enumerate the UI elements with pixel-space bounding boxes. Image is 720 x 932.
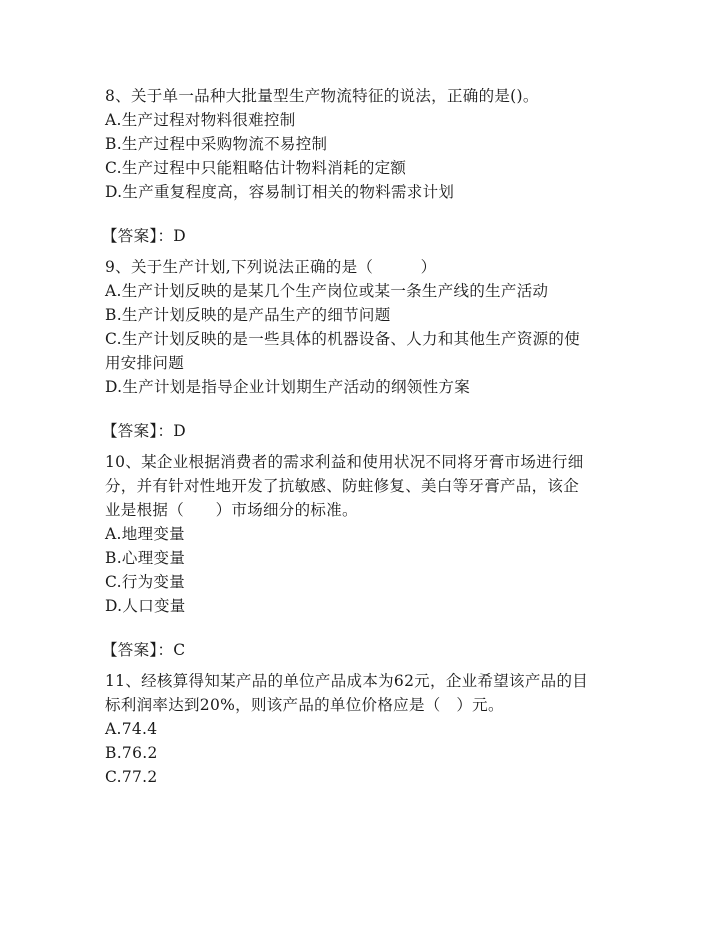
option-b: B.76.2 <box>105 744 158 762</box>
question-10 <box>102 450 625 662</box>
question-9 <box>102 255 625 443</box>
option-a: A.生产计划反映的是某几个生产岗位或某一条生产线的生产活动 <box>105 282 549 300</box>
option-c: C.77.2 <box>105 768 158 786</box>
question-stem: 标利润率达到20%，则该产品的单位价格应是（ ）元。 <box>105 696 504 714</box>
option-c-continued: 用安排问题 <box>105 354 185 372</box>
option-c: C.行为变量 <box>105 573 186 591</box>
answer-label: 【答案】：D <box>102 227 186 245</box>
option-d: D.生产重复程度高，容易制订相关的物料需求计划 <box>105 183 455 201</box>
option-d: D.人口变量 <box>105 597 186 615</box>
question-stem: 业是根据（ ）市场细分的标准。 <box>105 501 358 519</box>
question-11 <box>105 669 625 789</box>
question-8 <box>102 84 625 248</box>
answer-label: 【答案】：C <box>102 641 186 659</box>
option-d: D.生产计划是指导企业计划期生产活动的纲领性方案 <box>105 378 471 396</box>
question-stem: 分，并有针对性地开发了抗敏感、防蛀修复、美白等牙膏产品，该企 <box>105 477 580 495</box>
question-stem: 8、关于单一品种大批量型生产物流特征的说法，正确的是()。 <box>105 87 539 105</box>
option-b: B.生产计划反映的是产品生产的细节问题 <box>105 306 391 324</box>
option-a: A.地理变量 <box>105 525 185 543</box>
option-b: B.生产过程中采购物流不易控制 <box>105 135 328 153</box>
option-a: A.74.4 <box>105 720 158 738</box>
answer-label: 【答案】：D <box>102 422 186 440</box>
option-c: C.生产过程中只能粗略估计物料消耗的定额 <box>105 159 407 177</box>
document-page <box>102 84 625 789</box>
option-a: A.生产过程对物料很难控制 <box>105 111 296 129</box>
question-stem: 11、经核算得知某产品的单位产品成本为62元，企业希望该产品的目 <box>105 672 589 690</box>
question-stem: 10、某企业根据消费者的需求利益和使用状况不同将牙膏市场进行细 <box>105 453 584 471</box>
option-b: B.心理变量 <box>105 549 186 567</box>
question-stem: 9、关于生产计划,下列说法正确的是（ ） <box>105 258 437 276</box>
option-c: C.生产计划反映的是一些具体的机器设备、人力和其他生产资源的使 <box>105 330 581 348</box>
